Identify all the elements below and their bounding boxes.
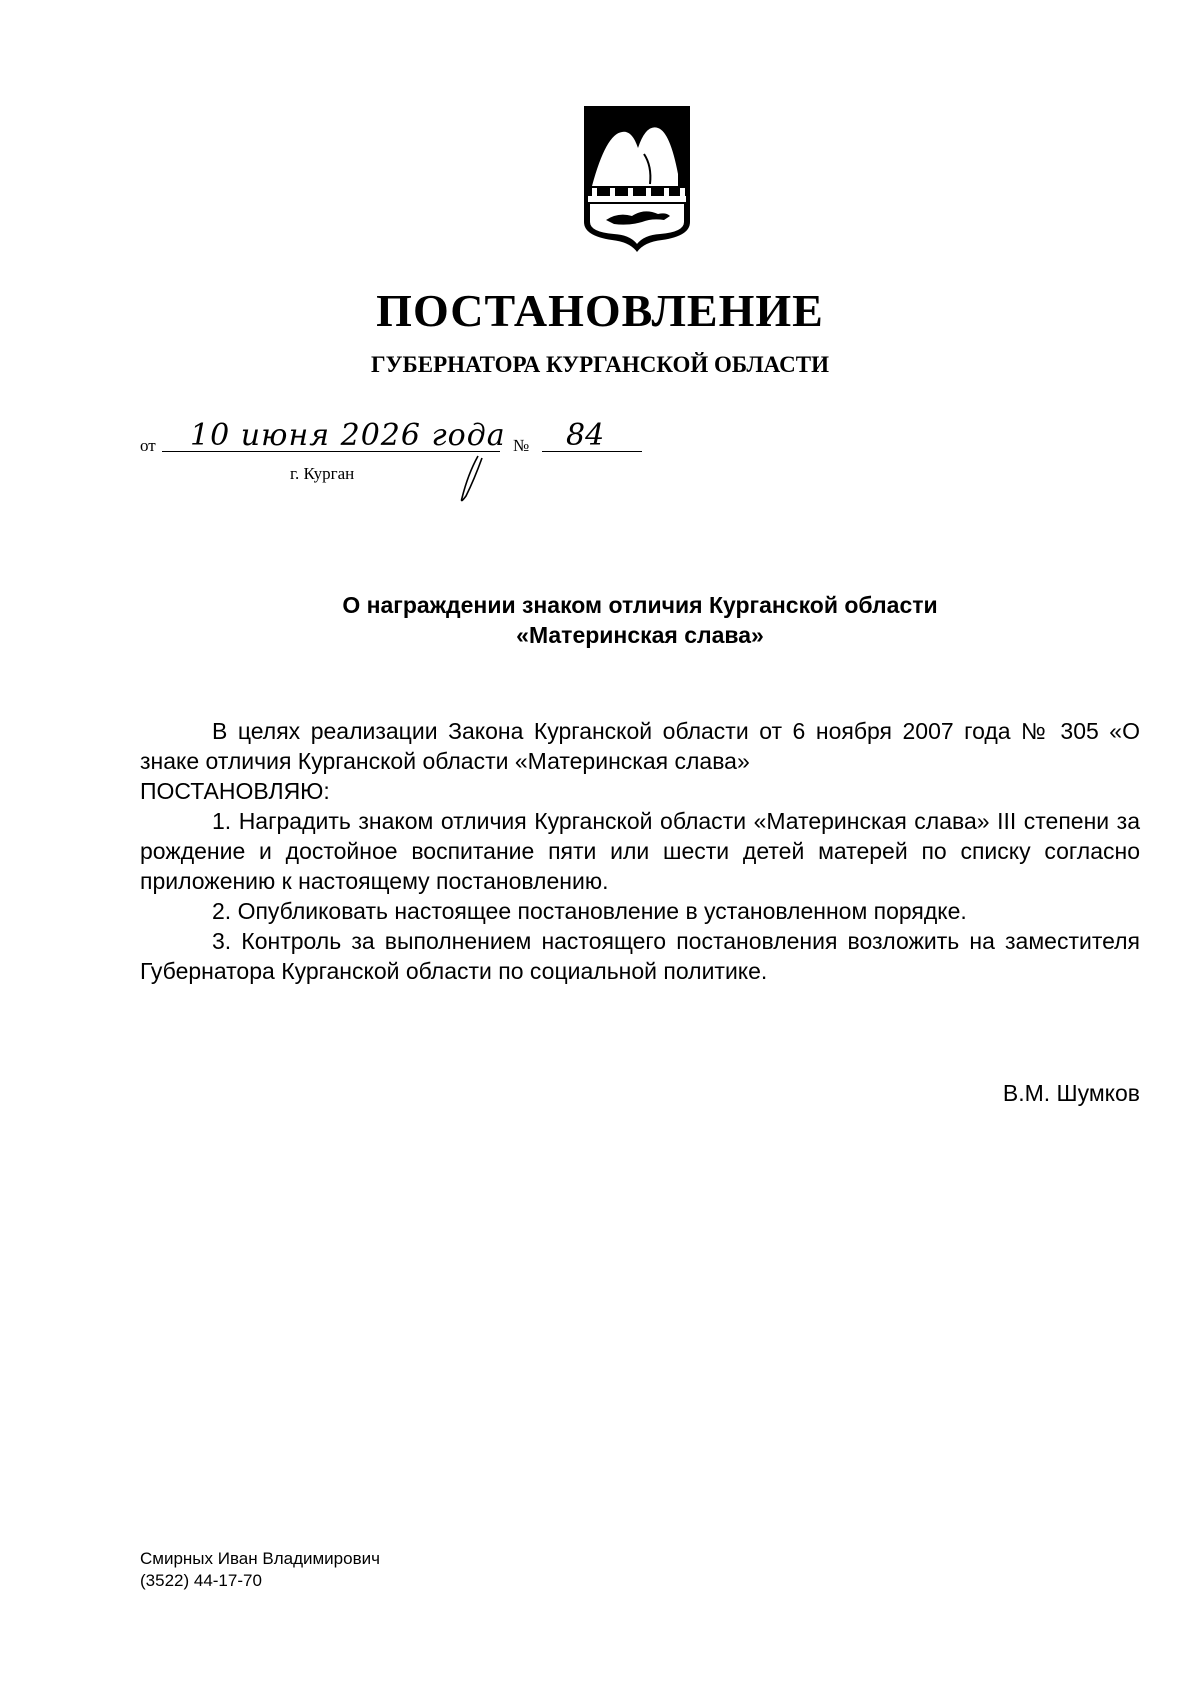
signatory-name: В.М. Шумков [1002,1080,1140,1106]
item-3-paragraph: 3. Контроль за выполнением настоящего постановления возложить на заместителя Губернатора Курганской области по социальной политике. [140,928,1140,984]
resolve-word: ПОСТАНОВЛЯЮ: [140,778,330,804]
document-title [140,590,1140,650]
number-prefix: № [513,436,530,455]
document-type: ПОСТАНОВЛЕНИЕ [376,285,824,336]
handwritten-number: 84 [542,418,642,452]
executor-phone: (3522) 44-17-70 [140,1571,262,1590]
date-number-line [140,418,660,514]
preamble-paragraph: В целях реализации Закона Курганской области от 6 ноября 2007 года № 305 «О знаке отличия Курганской области «Материнская слава» [140,718,1140,774]
issuer-name: ГУБЕРНАТОРА КУРГАНСКОЙ ОБЛАСТИ [371,352,829,377]
item-1-paragraph: 1. Наградить знаком отличия Курганской области «Материнская слава» III степени за рождение и достойное воспитание пяти или шести детей матерей по списку согласно приложению к настоящему постановлению. [140,808,1140,894]
executor-footer [140,1548,380,1592]
city-label: г. Курган [290,464,355,483]
item-2-paragraph: 2. Опубликовать настоящее постановление в установленном порядке. [212,898,967,924]
date-prefix: от [140,436,156,455]
title-line-1: О награждении знаком отличия Курганской области [342,592,938,618]
executor-name: Смирных Иван Владимирович [140,1549,380,1568]
document-body [140,716,1140,986]
title-line-2: «Материнская слава» [516,622,764,648]
coat-of-arms-icon [582,104,692,254]
handwritten-date: 10 июня 2026 года [162,418,500,452]
handwriting-stroke-icon [448,454,488,504]
